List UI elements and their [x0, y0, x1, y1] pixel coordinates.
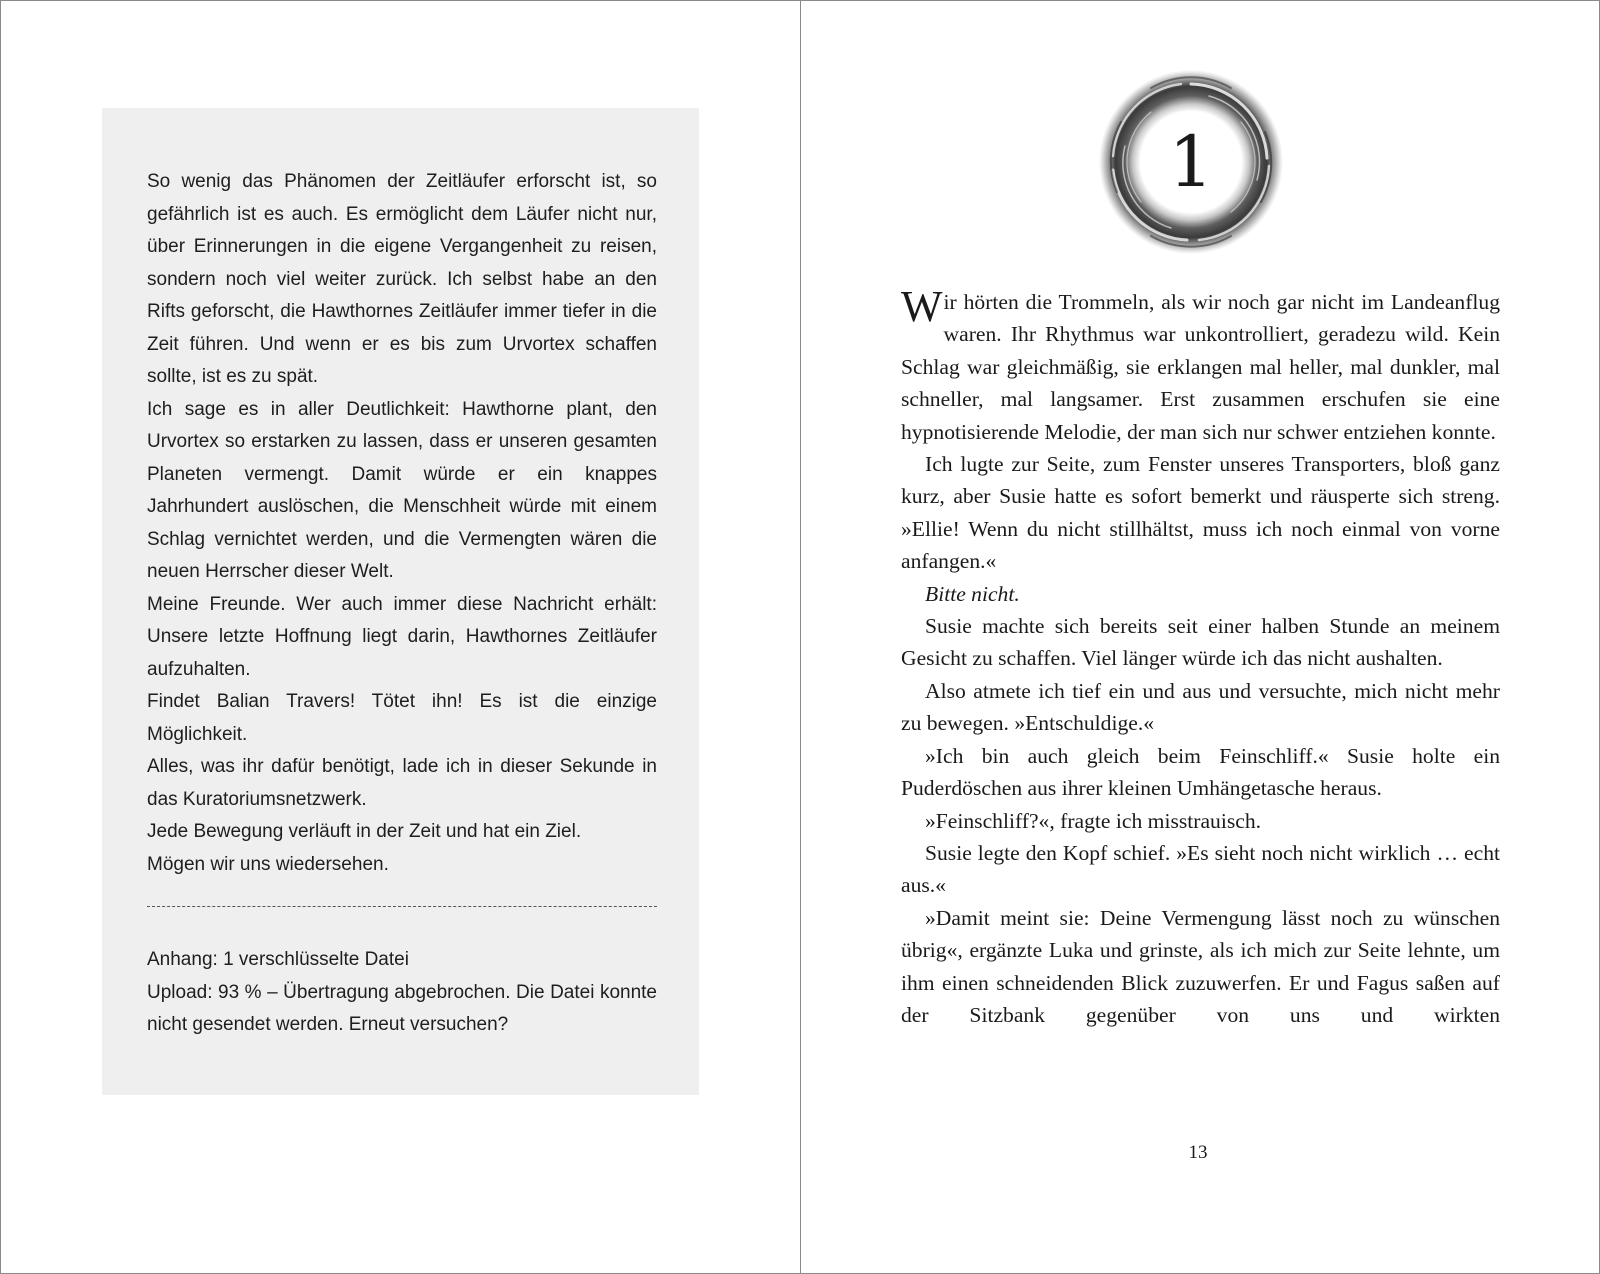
message-paragraph: Meine Freunde. Wer auch immer diese Nachricht erhält: Unsere letzte Hoffnung liegt darin, Hawthornes Zeitläufer aufzuhalten. — [147, 593, 657, 680]
page-number: 13 — [1188, 1142, 1208, 1163]
upload-status: Upload: 93 % – Übertragung abgebrochen. Die Datei konnte nicht gesendet werden. Erneut versuchen? — [147, 981, 657, 1035]
opening-paragraph — [901, 282, 1500, 448]
dashed-divider — [147, 906, 657, 907]
body-paragraph: Ich lugte zur Seite, zum Fenster unseres Transporters, bloß ganz kurz, aber Susie hatte es sofort bemerkt und räusperte sich streng. »Ellie! Wenn du nicht stillhältst, muss ich noch einmal von vorne anfangen.« — [901, 452, 1500, 574]
message-paragraph: Mögen wir uns wiedersehen. — [147, 853, 389, 875]
opening-paragraph-text: ir hörten die Trommeln, als wir noch gar nicht im Landeanflug waren. Ihr Rhythmus war unkontrolliert, geradezu wild. Kein Schlag war gleichmäßig, sie erklangen mal heller, mal dunkler, mal schneller, mal langsamer. Erst zusammen erschufen sie eine hypnotisierende Melodie, der man sich nur schwer entziehen konnte. — [901, 290, 1500, 444]
body-paragraph: Susie machte sich bereits seit einer halben Stunde an meinem Gesicht zu schaffen. Viel länger würde ich das nicht aushalten. — [901, 614, 1500, 671]
body-paragraph: »Feinschliff?«, fragte ich misstrauisch. — [925, 808, 1262, 833]
chapter-number: 1 — [1168, 121, 1214, 203]
page-gutter — [800, 0, 801, 1274]
message-paragraph: Alles, was ihr dafür benötigt, lade ich in dieser Sekunde in das Kuratoriumsnetzwerk. — [147, 756, 657, 810]
body-paragraph: Susie legte den Kopf schief. »Es sieht noch nicht wirklich … echt aus.« — [901, 840, 1500, 898]
body-paragraph: »Damit meint sie: Deine Vermengung lässt noch zu wünschen übrig«, ergänzte Luka und grinste, als ich mich zur Seite lehnte, um ihm einen schneidenden Blick zuzuwerfen. Er und Fagus saßen auf der Sitzbank gegenüber von uns und wirkten — [901, 905, 1500, 1027]
message-paragraph: So wenig das Phänomen der Zeitläufer erforscht ist, so gefährlich ist es auch. Es ermöglicht dem Läufer nicht nur, über Erinnerungen in die eigene Vergangenheit zu reisen, sondern noch viel weiter zurück. Ich selbst habe an den Rifts geforscht, die Hawthornes Zeitläufer immer tiefer in die Zeit führen. Und wenn er es bis zum Urvortex schaffen sollte, ist es zu spät. — [147, 171, 657, 387]
message-text — [147, 166, 657, 881]
message-paragraph: Ich sage es in aller Deutlichkeit: Hawthorne plant, den Urvortex so erstarken zu lassen, dass er unseren gesamten Planeten vermengt. Damit würde er ein knappes Jahrhundert auslöschen, die Menschheit würde mit einem Schlag vernichtet werden, und die Vermengten wären die neuen Herrscher dieser Welt. — [147, 398, 657, 582]
body-paragraph-italic: Bitte nicht. — [925, 581, 1020, 606]
attachment-label: Anhang: 1 verschlüsselte Datei — [147, 949, 409, 970]
chapter-vortex-emblem — [1091, 62, 1291, 262]
drop-cap: W — [901, 282, 943, 331]
message-box — [102, 108, 699, 1095]
message-paragraph: Jede Bewegung verläuft in der Zeit und hat ein Ziel. — [147, 821, 582, 842]
chapter-body — [901, 282, 1500, 1031]
body-paragraph: »Ich bin auch gleich beim Feinschliff.« Susie holte ein Puderdöschen aus ihrer kleinen Umhängetasche heraus. — [901, 743, 1500, 801]
message-paragraph: Findet Balian Travers! Tötet ihn! Es ist die einzige Möglichkeit. — [147, 691, 657, 745]
body-paragraph: Also atmete ich tief ein und aus und versuchte, mich nicht mehr zu bewegen. »Entschuldige.« — [901, 678, 1500, 736]
attachment-section — [147, 944, 657, 1042]
